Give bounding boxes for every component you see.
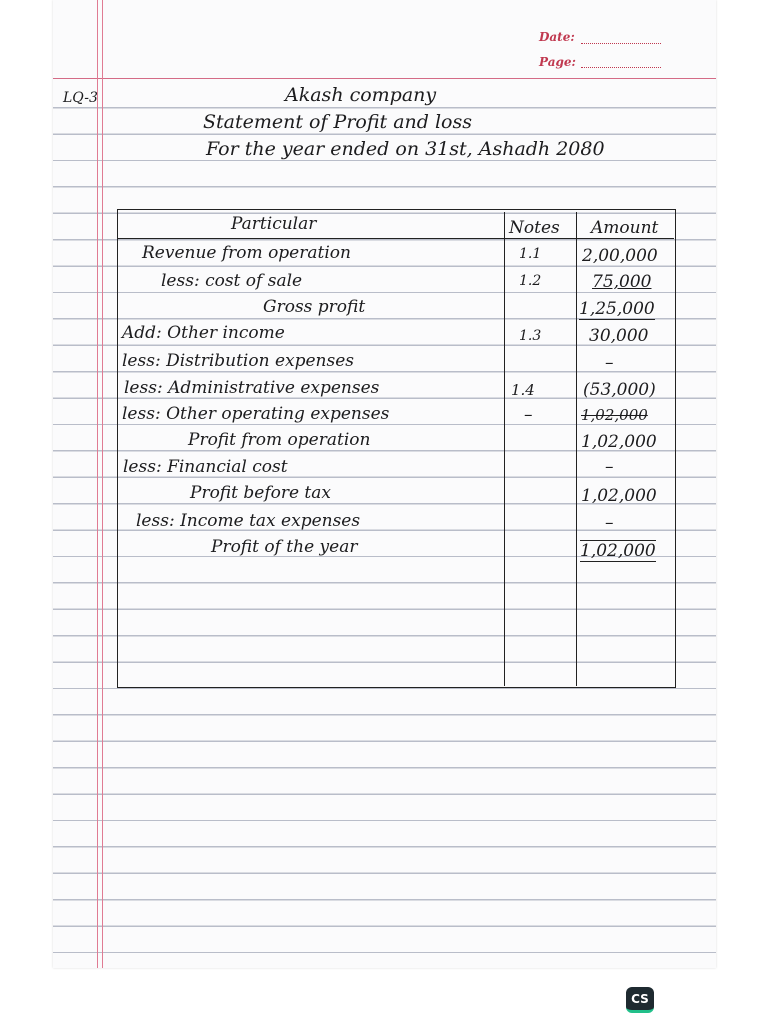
- margin-line-right: [102, 0, 103, 968]
- row-amount: (53,000): [583, 380, 656, 400]
- row-amount: 75,000: [592, 272, 652, 292]
- header-rule: [53, 78, 716, 79]
- row-amount: 1,02,000: [581, 486, 657, 506]
- statement-period: For the year ended on 31st, Ashadh 2080: [206, 138, 605, 160]
- row-particular: Gross profit: [263, 297, 366, 317]
- row-particular: less: Other operating expenses: [122, 404, 390, 424]
- scanner-logo-icon: [626, 987, 654, 1013]
- row-amount: –: [605, 513, 614, 533]
- amount-column-divider: [576, 212, 577, 686]
- row-particular: Revenue from operation: [142, 243, 351, 263]
- row-amount: 30,000: [589, 326, 649, 346]
- scanner-logo-text: CS: [631, 991, 649, 1006]
- page-label: Page:: [539, 55, 576, 69]
- row-particular: less: Distribution expenses: [122, 351, 354, 371]
- row-amount-final: 1,02,000: [580, 541, 656, 561]
- row-amount: –: [605, 353, 614, 373]
- notebook-page: [53, 0, 716, 968]
- row-amount: 2,00,000: [582, 246, 658, 266]
- col-header-particular: Particular: [231, 214, 317, 234]
- date-label: Date:: [539, 30, 575, 44]
- row-notes: 1.1: [519, 246, 542, 262]
- date-line: [581, 43, 661, 44]
- row-particular: Profit before tax: [190, 483, 331, 503]
- page-line: [581, 67, 661, 68]
- row-notes: –: [524, 405, 533, 425]
- row-amount: –: [605, 457, 614, 477]
- header-underline: [117, 238, 674, 239]
- row-notes: 1.2: [519, 273, 542, 289]
- col-header-amount: Amount: [591, 218, 659, 238]
- row-amount: 1,25,000: [579, 299, 655, 319]
- row-amount-struck: 1,02,000: [581, 406, 648, 424]
- row-particular: Profit of the year: [211, 537, 358, 557]
- row-particular: less: Income tax expenses: [136, 511, 361, 531]
- row-particular: less: cost of sale: [161, 271, 303, 291]
- notes-column-divider: [504, 212, 505, 686]
- row-notes: 1.4: [511, 381, 535, 399]
- row-particular: Add: Other income: [122, 323, 285, 343]
- col-header-notes: Notes: [509, 218, 560, 238]
- row-particular: less: Financial cost: [123, 457, 288, 477]
- row-amount: 1,02,000: [581, 432, 657, 452]
- question-ref: LQ-3: [63, 90, 98, 106]
- page-header-area: [53, 0, 716, 82]
- row-particular: less: Administrative expenses: [124, 378, 380, 398]
- statement-title: Statement of Profit and loss: [203, 111, 472, 133]
- row-particular: Profit from operation: [188, 430, 371, 450]
- company-name: Akash company: [285, 84, 437, 106]
- row-notes: 1.3: [519, 328, 542, 344]
- margin-line-left: [97, 0, 98, 968]
